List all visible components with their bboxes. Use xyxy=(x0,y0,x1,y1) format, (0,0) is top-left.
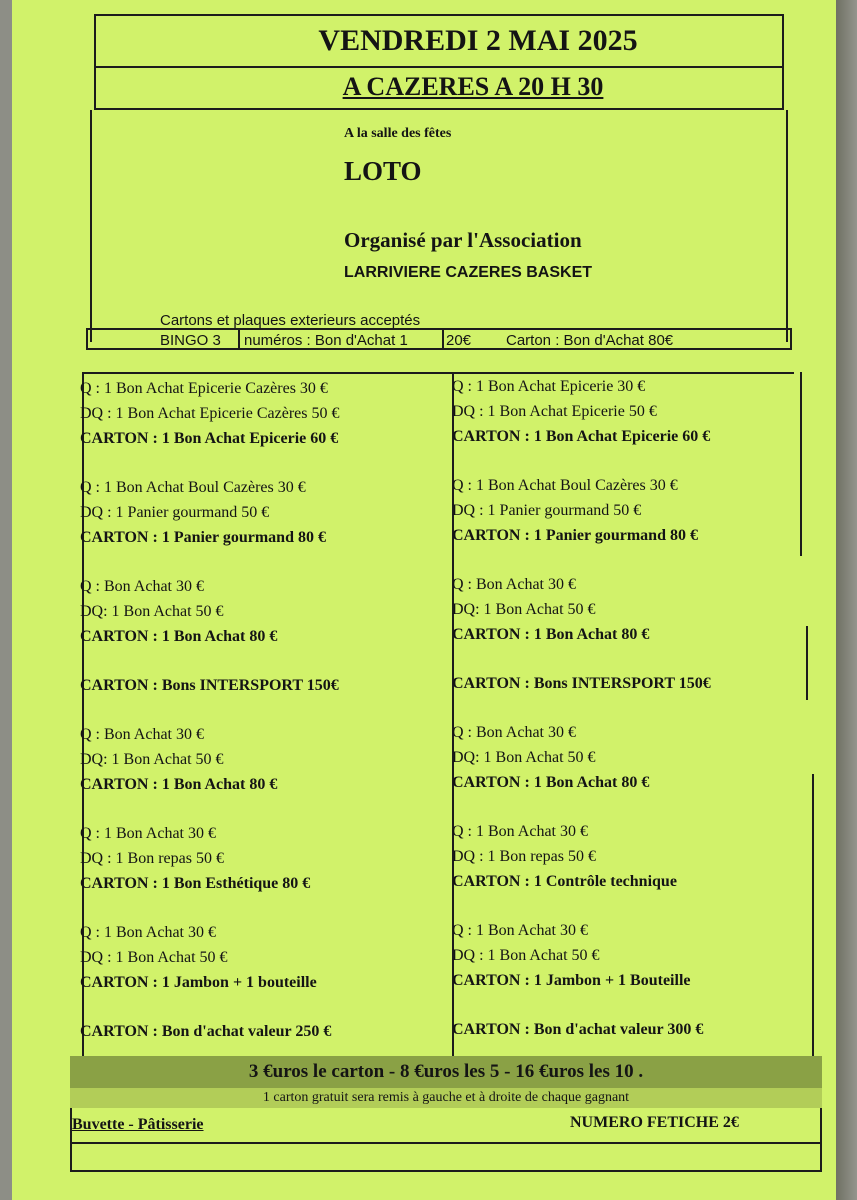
prize-quine: Q : 1 Bon Achat 30 € xyxy=(80,924,216,941)
prize-group xyxy=(452,572,711,647)
prize-carton: CARTON : Bon d'achat valeur 250 € xyxy=(80,1023,332,1040)
prize-quine: Q : 1 Bon Achat 30 € xyxy=(452,922,588,939)
prize-double-quine: DQ : 1 Bon Achat 50 € xyxy=(452,947,600,964)
prize-double-quine: DQ : 1 Bon Achat Epicerie 50 € xyxy=(452,403,657,420)
bingo-sep-2 xyxy=(442,330,444,350)
group-spacer xyxy=(452,696,711,720)
prize-carton: CARTON : 1 Bon Achat 80 € xyxy=(452,774,650,791)
prize-carton: CARTON : 1 Bon Esthétique 80 € xyxy=(80,875,311,892)
prize-group xyxy=(452,819,711,894)
left-prize-column xyxy=(80,376,339,1044)
group-spacer xyxy=(80,896,339,920)
poster-paper xyxy=(12,0,836,1200)
prize-double-quine: DQ : 1 Panier gourmand 50 € xyxy=(452,502,642,519)
numero-fetiche: NUMERO FETICHE 2€ xyxy=(570,1114,739,1131)
prize-double-quine: DQ : 1 Bon repas 50 € xyxy=(80,850,224,867)
group-spacer xyxy=(80,698,339,722)
cartons-note: Cartons et plaques exterieurs acceptés xyxy=(160,312,421,329)
intro-left-border xyxy=(90,110,92,342)
group-spacer xyxy=(452,449,711,473)
group-spacer xyxy=(80,797,339,821)
header-divider xyxy=(94,66,784,68)
prize-carton: CARTON : 1 Jambon + 1 Bouteille xyxy=(452,972,691,989)
bingo-sep-1 xyxy=(238,330,240,350)
group-spacer xyxy=(80,550,339,574)
group-spacer xyxy=(80,451,339,475)
event-name: LOTO xyxy=(344,156,422,186)
prize-quine: Q : 1 Bon Achat Epicerie 30 € xyxy=(452,378,646,395)
prize-group xyxy=(80,673,339,698)
prize-carton: CARTON : 1 Bon Achat Epicerie 60 € xyxy=(452,428,711,445)
prize-group xyxy=(80,574,339,649)
price-banner: 3 €uros le carton - 8 €uros les 5 - 16 €uros les 10 . xyxy=(70,1056,822,1088)
bingo-cell-4: Carton : Bon d'Achat 80€ xyxy=(506,332,674,349)
prize-group xyxy=(452,1017,711,1042)
prize-group xyxy=(80,475,339,550)
bingo-cell-3: 20€ xyxy=(446,332,472,349)
list-right-border-b xyxy=(806,626,808,700)
prize-group xyxy=(80,1019,339,1044)
group-spacer xyxy=(452,894,711,918)
background-shadow xyxy=(836,0,857,1200)
prize-carton: CARTON : 1 Bon Achat 80 € xyxy=(80,776,278,793)
prize-carton: CARTON : 1 Contrôle technique xyxy=(452,873,677,890)
right-prize-column xyxy=(452,374,711,1042)
prize-quine: Q : Bon Achat 30 € xyxy=(452,576,576,593)
prize-double-quine: DQ : 1 Bon repas 50 € xyxy=(452,848,596,865)
prize-group xyxy=(452,374,711,449)
prize-double-quine: DQ: 1 Bon Achat 50 € xyxy=(452,601,596,618)
prize-double-quine: DQ: 1 Bon Achat 50 € xyxy=(80,751,224,768)
prize-quine: Q : 1 Bon Achat Boul Cazères 30 € xyxy=(80,479,306,496)
bingo-cell-2: numéros : Bon d'Achat 1 xyxy=(244,332,408,349)
organizer-label: Organisé par l'Association xyxy=(344,228,582,252)
prize-group xyxy=(80,821,339,896)
group-spacer xyxy=(452,647,711,671)
prize-quine: Q : 1 Bon Achat Epicerie Cazères 30 € xyxy=(80,380,328,397)
prize-double-quine: DQ : 1 Bon Achat Epicerie Cazères 50 € xyxy=(80,405,340,422)
prize-group xyxy=(452,671,711,696)
list-right-border-a xyxy=(800,372,802,556)
prize-double-quine: DQ: 1 Bon Achat 50 € xyxy=(80,603,224,620)
prize-quine: Q : 1 Bon Achat Boul Cazères 30 € xyxy=(452,477,678,494)
group-spacer xyxy=(452,548,711,572)
group-spacer xyxy=(452,795,711,819)
prize-double-quine: DQ : 1 Bon Achat 50 € xyxy=(80,949,228,966)
prize-group xyxy=(80,376,339,451)
event-place-time: A CAZERES A 20 H 30 xyxy=(342,72,604,101)
prize-quine: Q : Bon Achat 30 € xyxy=(80,578,204,595)
bingo-cell-1: BINGO 3 xyxy=(160,332,221,349)
association-name: LARRIVIERE CAZERES BASKET xyxy=(344,264,593,281)
prize-carton: CARTON : 1 Panier gourmand 80 € xyxy=(80,529,326,546)
list-right-border-c xyxy=(812,774,814,1056)
group-spacer xyxy=(80,649,339,673)
prize-quine: Q : Bon Achat 30 € xyxy=(80,726,204,743)
prize-carton: CARTON : Bon d'achat valeur 300 € xyxy=(452,1021,704,1038)
prize-group xyxy=(80,920,339,995)
prize-carton: CARTON : 1 Bon Achat 80 € xyxy=(452,626,650,643)
prize-carton: CARTON : 1 Jambon + 1 bouteille xyxy=(80,974,317,991)
venue-text: A la salle des fêtes xyxy=(344,126,452,141)
prize-group xyxy=(452,720,711,795)
bottom-line-1 xyxy=(70,1142,822,1144)
prize-carton: CARTON : 1 Bon Achat 80 € xyxy=(80,628,278,645)
prize-quine: Q : 1 Bon Achat 30 € xyxy=(80,825,216,842)
poster-sheet xyxy=(70,14,822,1179)
bottom-line-2 xyxy=(70,1170,822,1172)
event-date: VENDREDI 2 MAI 2025 xyxy=(318,24,638,57)
prize-quine: Q : 1 Bon Achat 30 € xyxy=(452,823,588,840)
buvette-label: Buvette - Pâtisserie xyxy=(72,1116,204,1133)
group-spacer xyxy=(80,995,339,1019)
prize-quine: Q : Bon Achat 30 € xyxy=(452,724,576,741)
prize-carton: CARTON : 1 Panier gourmand 80 € xyxy=(452,527,698,544)
prize-double-quine: DQ : 1 Panier gourmand 50 € xyxy=(80,504,270,521)
prize-carton: CARTON : 1 Bon Achat Epicerie 60 € xyxy=(80,430,339,447)
intro-right-border xyxy=(786,110,788,342)
group-spacer xyxy=(452,993,711,1017)
prize-carton: CARTON : Bons INTERSPORT 150€ xyxy=(80,677,339,694)
prize-group xyxy=(452,473,711,548)
free-card-note: 1 carton gratuit sera remis à gauche et à droite de chaque gagnant xyxy=(70,1088,822,1108)
prize-carton: CARTON : Bons INTERSPORT 150€ xyxy=(452,675,711,692)
prize-group xyxy=(452,918,711,993)
prize-double-quine: DQ: 1 Bon Achat 50 € xyxy=(452,749,596,766)
prize-group xyxy=(80,722,339,797)
